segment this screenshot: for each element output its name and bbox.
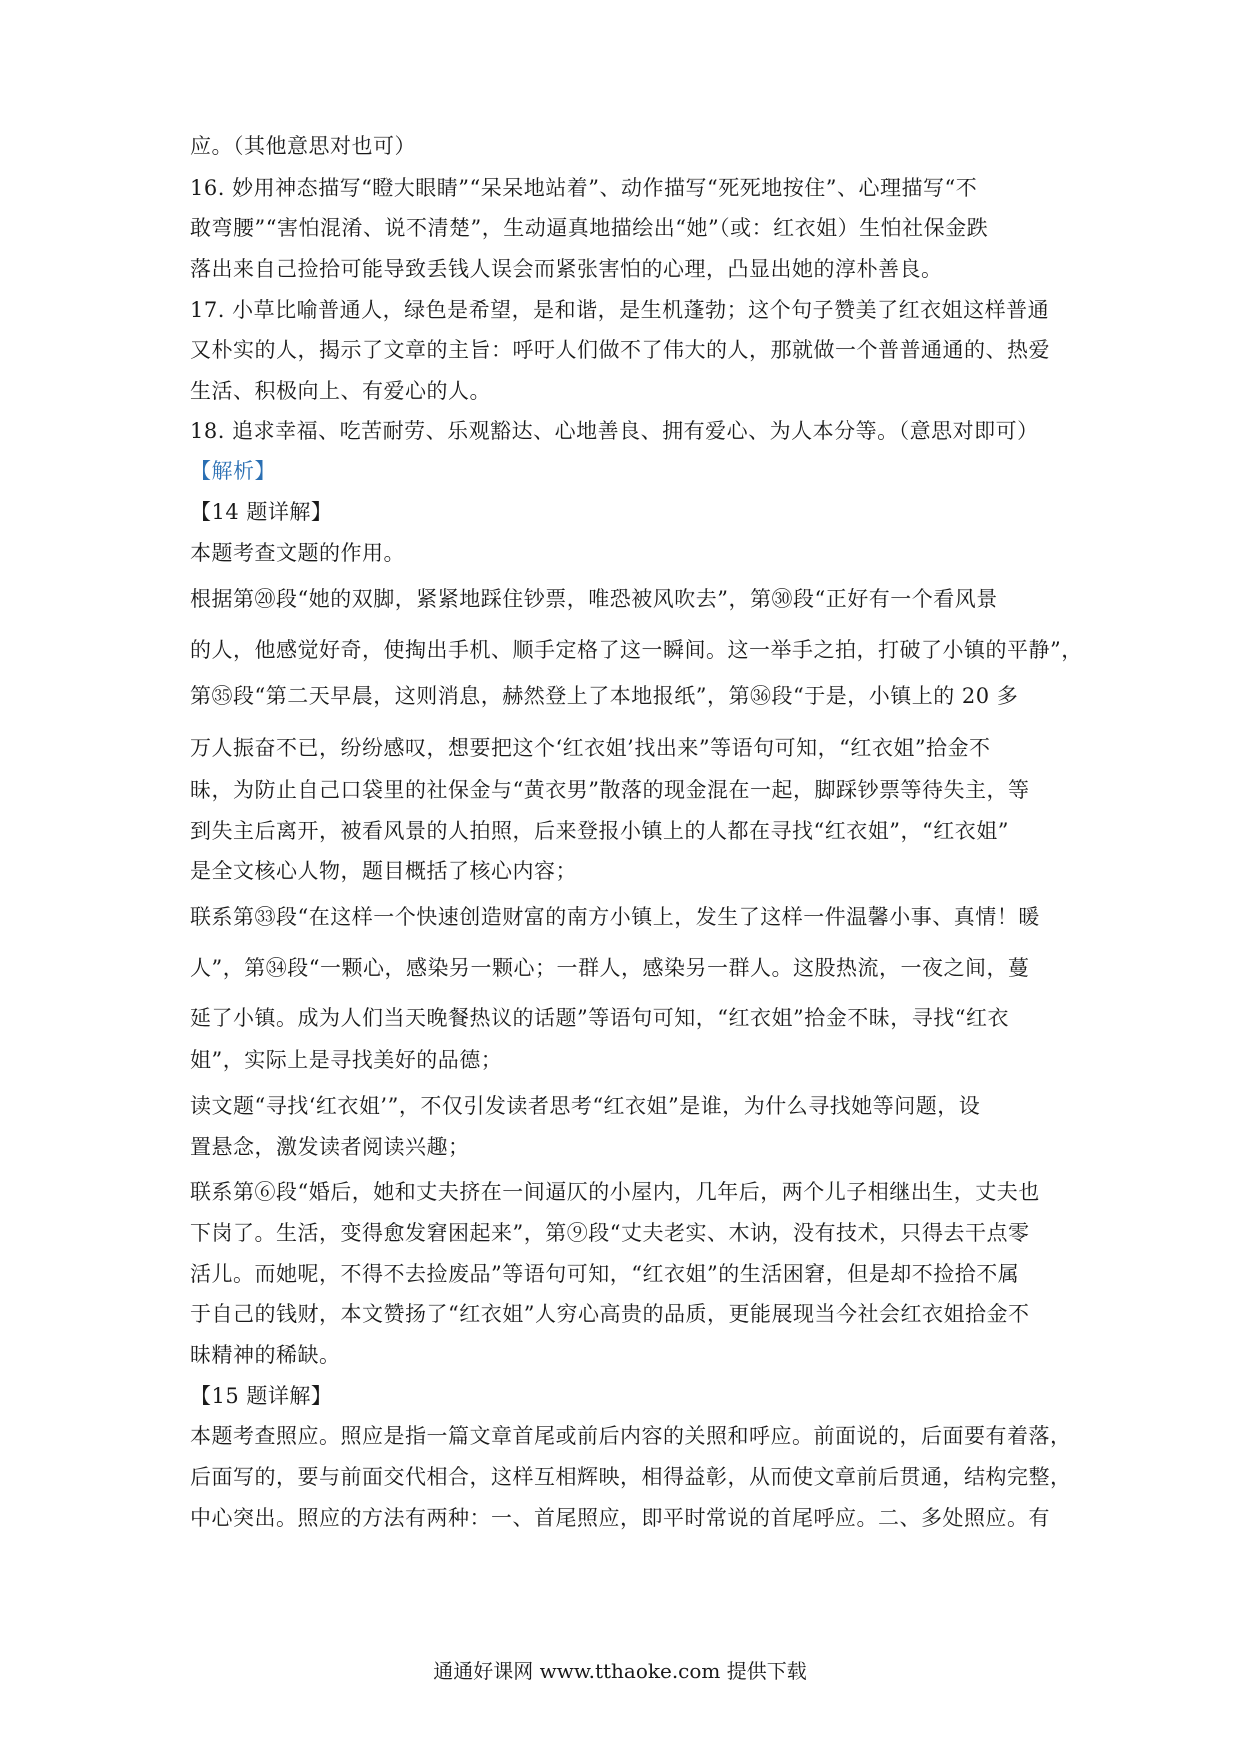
text-line: 本题考查照应。照应是指一篇文章首尾或前后内容的关照和呼应。前面说的，后面要有着落， (190, 1424, 1072, 1448)
text-line: 生活、积极向上、有爱心的人。 (190, 379, 491, 403)
text-line: 延了小镇。成为人们当天晚餐热议的话题”等语句可知，“红衣姐”拾金不昧，寻找“红衣 (190, 1006, 1009, 1030)
text-line: 人”，第㉞段“一颗心，感染另一颗心；一群人，感染另一群人。这股热流，一夜之间，蔓 (190, 956, 1030, 980)
text-line: 后面写的，要与前面交代相合，这样互相辉映，相得益彰，从而使文章前后贯通，结构完整， (190, 1465, 1072, 1489)
analysis-heading: 【解析】 (190, 459, 276, 483)
text-line: 根据第⑳段“她的双脚，紧紧地踩住钞票，唯恐被风吹去”，第㉚段“正好有一个看风景 (190, 587, 998, 611)
text-line: 联系第㉝段“在这样一个快速创造财富的南方小镇上，发生了这样一件温馨小事、真情！暖 (190, 905, 1040, 929)
section-heading: 【15 题详解】 (190, 1384, 333, 1408)
text-line: 活儿。而她呢，不得不去捡废品”等语句可知，“红衣姐”的生活困窘，但是却不捡拾不属 (190, 1262, 1020, 1286)
text-line: 昧，为防止自己口袋里的社保金与“黄衣男”散落的现金混在一起，脚踩钞票等待失主，等 (190, 778, 1030, 802)
text-line: 第㉟段“第二天早晨，这则消息，赫然登上了本地报纸”，第㊱段“于是，小镇上的 20 多 (190, 684, 1019, 708)
text-line: 联系第⑥段“婚后，她和丈夫挤在一间逼仄的小屋内，几年后，两个儿子相继出生，丈夫也 (190, 1180, 1040, 1204)
page-footer: 通通好课网 www.tthaoke.com 提供下载 (433, 1659, 807, 1683)
text-line: 18. 追求幸福、吃苦耐劳、乐观豁达、心地善良、拥有爱心、为人本分等。（意思对即可） (190, 419, 1039, 443)
text-line: 敢弯腰”“害怕混淆、说不清楚”，生动逼真地描绘出“她”（或：红衣姐）生怕社保金跌 (190, 216, 989, 240)
text-line: 是全文核心人物，题目概括了核心内容； (190, 859, 577, 883)
text-line: 读文题“寻找‘红衣姐’”，不仅引发读者思考“红衣姐”是谁，为什么寻找她等问题，设 (190, 1094, 981, 1118)
section-heading: 【14 题详解】 (190, 500, 333, 524)
text-line: 下岗了。生活，变得愈发窘困起来”，第⑨段“丈夫老实、木讷，没有技术，只得去干点零 (190, 1221, 1030, 1245)
text-line: 置悬念，激发读者阅读兴趣； (190, 1135, 470, 1159)
text-line: 万人振奋不已，纷纷感叹，想要把这个‘红衣姐’找出来”等语句可知，“红衣姐”拾金不 (190, 736, 991, 760)
text-line: 到失主后离开，被看风景的人拍照，后来登报小镇上的人都在寻找“红衣姐”，“红衣姐” (190, 819, 1009, 843)
text-line: 中心突出。照应的方法有两种：一、首尾照应，即平时常说的首尾呼应。二、多处照应。有 (190, 1506, 1050, 1530)
text-line: 16. 妙用神态描写“瞪大眼睛”“呆呆地站着”、动作描写“死死地按住”、心理描写“不 (190, 176, 978, 200)
text-line: 17. 小草比喻普通人，绿色是希望，是和谐，是生机蓬勃；这个句子赞美了红衣姐这样普通 (190, 298, 1050, 322)
text-line: 的人，他感觉好奇，使掏出手机、顺手定格了这一瞬间。这一举手之拍，打破了小镇的平静”， (190, 638, 1083, 662)
text-line: 昧精神的稀缺。 (190, 1343, 341, 1367)
text-line: 姐”，实际上是寻找美好的品德； (190, 1048, 503, 1072)
text-line: 应。（其他意思对也可） (190, 134, 416, 158)
text-line: 于自己的钱财，本文赞扬了“红衣姐”人穷心高贵的品质，更能展现当今社会红衣姐拾金不 (190, 1302, 1030, 1326)
text-line: 落出来自己捡拾可能导致丢钱人误会而紧张害怕的心理，凸显出她的淳朴善良。 (190, 257, 943, 281)
text-line: 本题考查文题的作用。 (190, 541, 405, 565)
text-line: 又朴实的人，揭示了文章的主旨：呼吁人们做不了伟大的人，那就做一个普普通通的、热爱 (190, 338, 1050, 362)
